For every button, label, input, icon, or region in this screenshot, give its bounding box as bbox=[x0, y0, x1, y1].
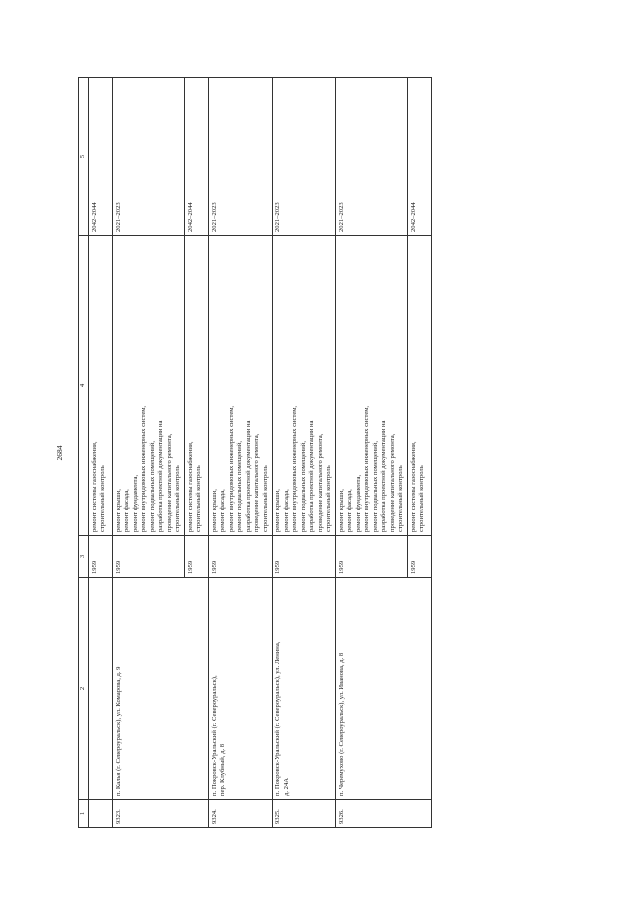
work-item: ремонт фундамента, bbox=[131, 474, 139, 532]
cell-works bbox=[185, 236, 209, 536]
header-row bbox=[79, 78, 89, 828]
work-item: ремонт крыши, bbox=[210, 489, 218, 532]
cell-works bbox=[408, 236, 432, 536]
header-col-5: 5 bbox=[79, 78, 89, 236]
header-col-1: 1 bbox=[79, 800, 89, 828]
table-row bbox=[336, 78, 408, 828]
work-item: ремонт подвальных помещений, bbox=[236, 441, 243, 532]
work-item: разработка проектной документации на bbox=[244, 420, 252, 532]
work-item: строительный контроль bbox=[418, 465, 425, 532]
cell-works bbox=[272, 236, 336, 536]
work-item: ремонт системы газоснабжения, bbox=[409, 441, 417, 532]
work-item: ремонт крыши, bbox=[337, 489, 345, 532]
work-item: разработка проектной документации на bbox=[380, 420, 387, 532]
repair-schedule-table bbox=[78, 77, 432, 828]
work-item: ремонт фасада, bbox=[346, 489, 353, 532]
header-col-2: 2 bbox=[79, 578, 89, 800]
cell-works bbox=[113, 236, 185, 536]
address-line: п. Покровск-Уральский (г. Североуральск), bbox=[210, 675, 218, 796]
work-item: ремонт крыши, bbox=[274, 489, 281, 532]
work-item: проведение капитального ремонта, bbox=[165, 433, 173, 532]
cell-period: 2021–2023 bbox=[336, 78, 408, 236]
work-item: ремонт фасада, bbox=[123, 489, 130, 532]
table-row bbox=[89, 78, 113, 828]
cell-year: 1959 bbox=[113, 536, 185, 578]
cell-period: 2042–2044 bbox=[408, 78, 432, 236]
table-row bbox=[113, 78, 185, 828]
cell-address bbox=[272, 578, 336, 800]
cell-year: 1959 bbox=[336, 536, 408, 578]
work-item: строительный контроль bbox=[397, 465, 404, 532]
cell-period: 2021–2023 bbox=[209, 78, 273, 236]
cell-number: 9323. bbox=[113, 800, 209, 828]
work-item: ремонт подвальных помещений, bbox=[371, 441, 379, 532]
cell-period: 2042–2044 bbox=[89, 78, 113, 236]
cell-year: 1959 bbox=[209, 536, 273, 578]
work-item: ремонт фасада, bbox=[282, 489, 290, 532]
work-item: строительный контроль bbox=[195, 465, 202, 532]
cell-number: 9326. bbox=[336, 800, 432, 828]
work-item: разработка проектной документации на bbox=[308, 420, 315, 532]
header-col-4: 4 bbox=[79, 236, 89, 536]
address-line: пер. Клубный, д. 8 bbox=[219, 743, 226, 796]
table-body bbox=[89, 78, 432, 828]
rotated-table-container bbox=[78, 78, 554, 828]
work-item: проведение капитального ремонта, bbox=[388, 433, 396, 532]
work-item: ремонт фундамента, bbox=[354, 474, 362, 532]
work-item: разработка проектной документации на bbox=[157, 420, 164, 532]
table-row bbox=[209, 78, 273, 828]
work-item: ремонт подвальных помещений, bbox=[148, 441, 156, 532]
table-row bbox=[272, 78, 336, 828]
cell-number: 9325. bbox=[272, 800, 336, 828]
cell-year: 1959 bbox=[272, 536, 336, 578]
cell-address bbox=[209, 578, 273, 800]
cell-works bbox=[89, 236, 113, 536]
work-item: ремонт системы газоснабжения, bbox=[186, 441, 194, 532]
work-item: ремонт крыши, bbox=[114, 489, 122, 532]
work-item: строительный контроль bbox=[99, 465, 106, 532]
cell-year: 1959 bbox=[408, 536, 432, 578]
cell-works bbox=[336, 236, 408, 536]
work-item: строительный контроль bbox=[174, 465, 181, 532]
cell-address: п. Черемухово (г. Североуральск), ул. Иванова, д. 8 bbox=[336, 578, 432, 800]
work-item: ремонт внутридомовых инженерных систем, bbox=[291, 405, 298, 532]
work-item: ремонт системы газоснабжения, bbox=[90, 441, 98, 532]
cell-number: 9324. bbox=[209, 800, 273, 828]
cell-period: 2021–2023 bbox=[272, 78, 336, 236]
work-item: ремонт фасада, bbox=[219, 489, 226, 532]
cell-works bbox=[209, 236, 273, 536]
cell-year: 1959 bbox=[185, 536, 209, 578]
work-item: ремонт подвальных помещений, bbox=[299, 441, 307, 532]
cell-period: 2042–2044 bbox=[185, 78, 209, 236]
work-item: проведение капитального ремонта, bbox=[316, 433, 324, 532]
cell-period: 2021–2023 bbox=[113, 78, 185, 236]
address-line: д. 24А bbox=[282, 777, 290, 796]
work-item: строительный контроль bbox=[261, 465, 269, 532]
work-item: ремонт внутридомовых инженерных систем, bbox=[363, 405, 370, 532]
address-line: п. Покровск-Уральский (г. Североуральск), ул. Ленина, bbox=[274, 641, 281, 796]
work-item: строительный контроль bbox=[325, 465, 332, 532]
page-number: 2684 bbox=[55, 445, 64, 461]
work-item: ремонт внутридомовых инженерных систем, bbox=[140, 405, 147, 532]
cell-address bbox=[89, 578, 113, 800]
cell-year: 1959 bbox=[89, 536, 113, 578]
work-item: ремонт внутридомовых инженерных систем, bbox=[227, 405, 235, 532]
work-item: проведение капитального ремонта, bbox=[253, 433, 260, 532]
header-col-3: 3 bbox=[79, 536, 89, 578]
cell-address: п. Калья (г. Североуральск), ул. Комарова, д. 9 bbox=[113, 578, 209, 800]
cell-number bbox=[89, 800, 113, 828]
